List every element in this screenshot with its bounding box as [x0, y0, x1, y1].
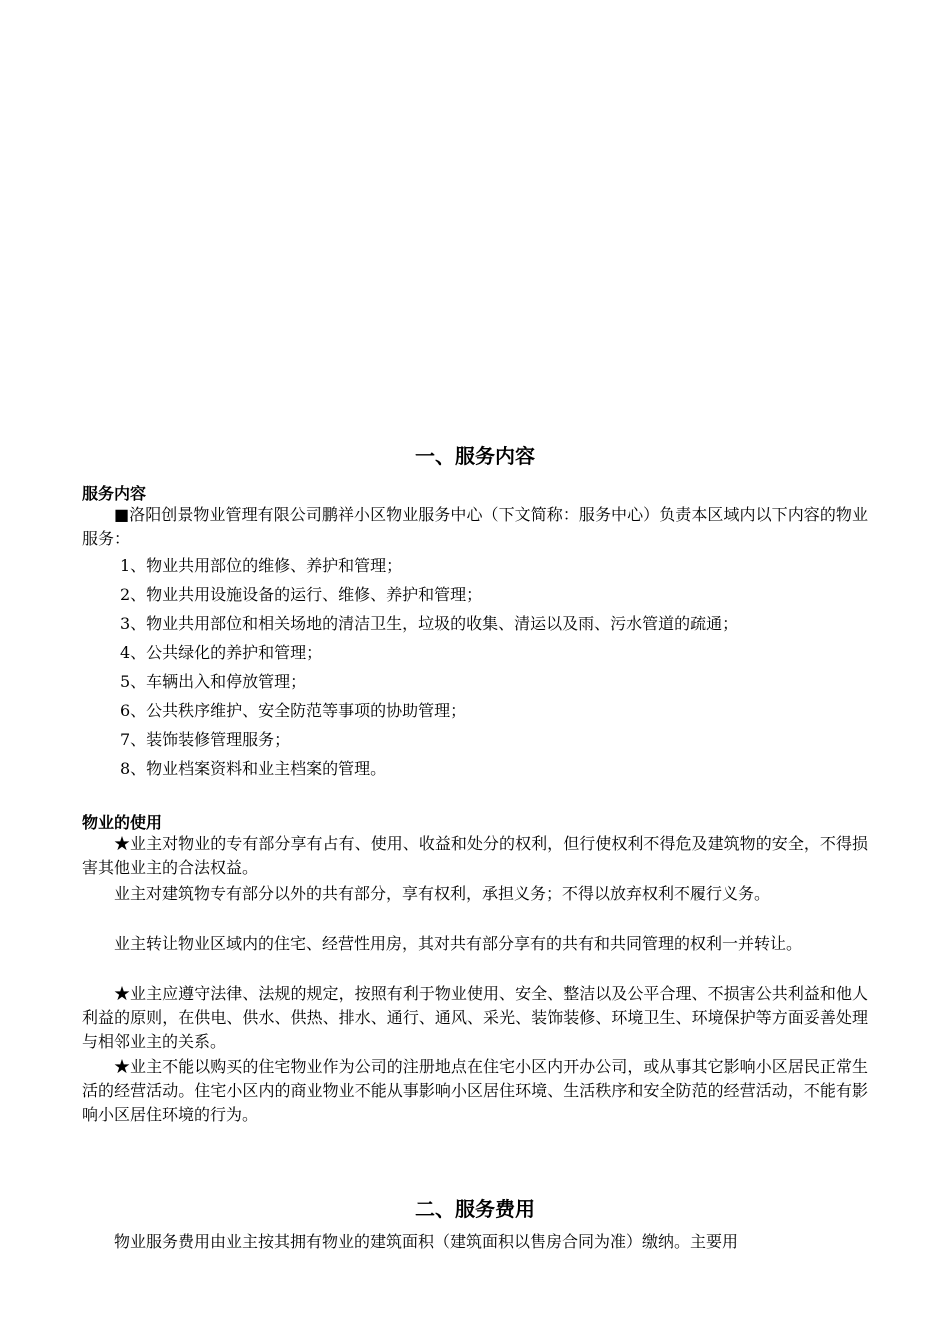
service-list-item: 5、车辆出入和停放管理；	[120, 672, 307, 691]
usage-paragraph: 业主对建筑物专有部分以外的共有部分，享有权利，承担义务；不得以放弃权利不履行义务。	[114, 884, 771, 903]
service-list-item: 3、物业共用部位和相关场地的清洁卫生，垃圾的收集、清运以及雨、污水管道的疏通；	[120, 614, 739, 633]
subheading-property-usage: 物业的使用	[82, 813, 163, 832]
usage-paragraph: ★业主对物业的专有部分享有占有、使用、收益和处分的权利，但行使权利不得危及建筑物的安全，不得损害其他业主的合法权益。	[82, 834, 868, 877]
fees-intro-paragraph: 物业服务费用由业主按其拥有物业的建筑面积（建筑面积以售房合同为准）缴纳。主要用	[114, 1232, 739, 1251]
section-heading-service-content: 一、服务内容	[415, 444, 535, 468]
usage-paragraph: ★业主不能以购买的住宅物业作为公司的注册地点在住宅小区内开办公司，或从事其它影响小区居民正常生活的经营活动。住宅小区内的商业物业不能从事影响小区居住环境、生活秩序和安全防范的经营活动，不能有影响小区居住环境的行为。	[82, 1057, 868, 1124]
service-list-item: 7、装饰装修管理服务；	[120, 730, 291, 749]
usage-paragraph: ★业主应遵守法律、法规的规定，按照有利于物业使用、安全、整洁以及公平合理、不损害公共利益和他人利益的原则，在供电、供水、供热、排水、通行、通风、采光、装饰装修、环境卫生、环境保护等方面妥善处理与相邻业主的关系。	[82, 984, 868, 1051]
service-list-item: 1、物业共用部位的维修、养护和管理；	[120, 556, 403, 575]
service-list-item: 2、物业共用设施设备的运行、维修、养护和管理；	[120, 585, 483, 604]
service-list-item: 4、公共绿化的养护和管理；	[120, 643, 323, 662]
service-intro-paragraph: ■洛阳创景物业管理有限公司鹏祥小区物业服务中心（下文简称：服务中心）负责本区域内以下内容的物业服务：	[82, 505, 868, 548]
service-list-item: 8、物业档案资料和业主档案的管理。	[120, 759, 387, 778]
subheading-service-content: 服务内容	[82, 484, 147, 503]
service-list-item: 6、公共秩序维护、安全防范等事项的协助管理；	[120, 701, 467, 720]
usage-paragraph: 业主转让物业区域内的住宅、经营性用房，其对共有部分享有的共有和共同管理的权利一并转让。	[114, 934, 803, 953]
section-heading-service-fees: 二、服务费用	[415, 1197, 535, 1221]
